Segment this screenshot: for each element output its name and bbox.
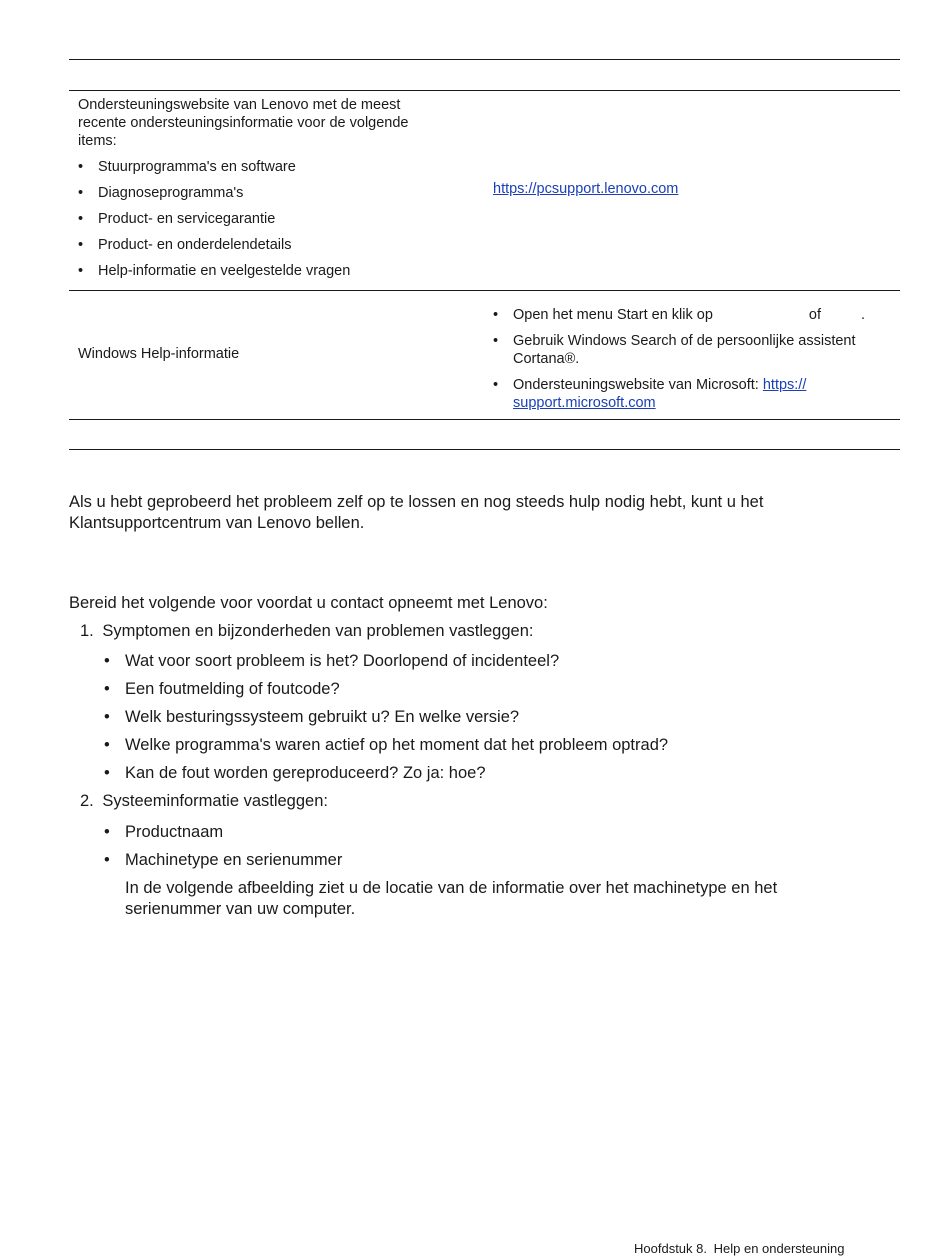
footer-title: Help en ondersteuning — [713, 1241, 845, 1256]
step-2 — [80, 791, 328, 812]
table-header-rule — [69, 90, 900, 91]
microsoft-support-link-cont[interactable]: support.microsoft.com — [513, 395, 656, 411]
list-item: • Help-informatie en veelgestelde vragen — [78, 262, 448, 280]
resource-intro-text: Ondersteuningswebsite van Lenovo met de meest recente ondersteuningsinformatie voor de volgende items: — [78, 97, 409, 149]
windows-help-list — [493, 306, 893, 412]
prep-heading: Bereid het volgende voor voordat u contact opneemt met Lenovo: — [69, 594, 548, 612]
list-item-windows-search: • Gebruik Windows Search of de persoonlijke assistent Cortana®. — [493, 332, 893, 368]
step-label: Systeeminformatie vastleggen: — [102, 792, 328, 810]
table-cell-resource-windows — [78, 345, 239, 363]
windows-help-label: Windows Help-informatie — [78, 346, 240, 362]
table-top-rule — [69, 59, 900, 60]
table-bottom-rule — [69, 449, 900, 450]
table-cell-location-windows — [493, 306, 893, 412]
lenovo-support-link[interactable]: https://pcsupport.lenovo.com — [493, 181, 679, 197]
list-item: • Kan de fout worden gereproduceerd? Zo ja: hoe? — [104, 763, 486, 784]
list-item: • Diagnoseprogramma's — [78, 184, 448, 202]
list-item: • Wat voor soort probleem is het? Doorlopend of incidenteel? — [104, 651, 559, 672]
step-number: 2. — [80, 792, 94, 810]
list-item: • Stuurprogramma's en software — [78, 158, 448, 176]
start-menu-text: Open het menu Start en klik op — [513, 307, 713, 323]
machine-type-note: In de volgende afbeelding ziet u de locatie van de informatie over het machinetype en het serienummer van uw computer. — [125, 879, 778, 918]
step-number: 1. — [80, 622, 94, 640]
list-item-microsoft-support — [493, 376, 893, 412]
list-item: • Machinetype en serienummer — [104, 850, 342, 871]
table-row-divider — [69, 419, 900, 420]
microsoft-support-text: Ondersteuningswebsite van Microsoft: — [513, 377, 759, 393]
list-item: • Een foutmelding of foutcode? — [104, 679, 340, 700]
list-item: • Welk besturingssysteem gebruikt u? En welke versie? — [104, 707, 519, 728]
start-menu-or-text: of — [808, 307, 821, 323]
list-item: • Product- en onderdelendetails — [78, 236, 448, 254]
page-footer — [634, 1241, 844, 1257]
step-label: Symptomen en bijzonderheden van problemen vastleggen: — [102, 622, 534, 640]
list-item: • Productnaam — [104, 822, 223, 843]
table-row-divider — [69, 290, 900, 291]
table-cell-resource-lenovo — [78, 96, 448, 280]
list-item-start-menu — [493, 306, 893, 324]
start-menu-period: . — [861, 307, 866, 323]
table-cell-location-lenovo — [493, 180, 678, 198]
resource-items-list — [78, 158, 448, 280]
intro-paragraph: Als u hebt geprobeerd het probleem zelf op te lossen en nog steeds hulp nodig hebt, kunt u het Klantsupportcentrum van Lenovo bellen. — [69, 493, 764, 532]
list-item: • Welke programma's waren actief op het moment dat het probleem optrad? — [104, 735, 668, 756]
list-item: • Product- en servicegarantie — [78, 210, 448, 228]
microsoft-support-link[interactable]: https:// — [762, 377, 807, 393]
footer-chapter: Hoofdstuk 8. — [634, 1241, 707, 1256]
step-1 — [80, 621, 533, 642]
